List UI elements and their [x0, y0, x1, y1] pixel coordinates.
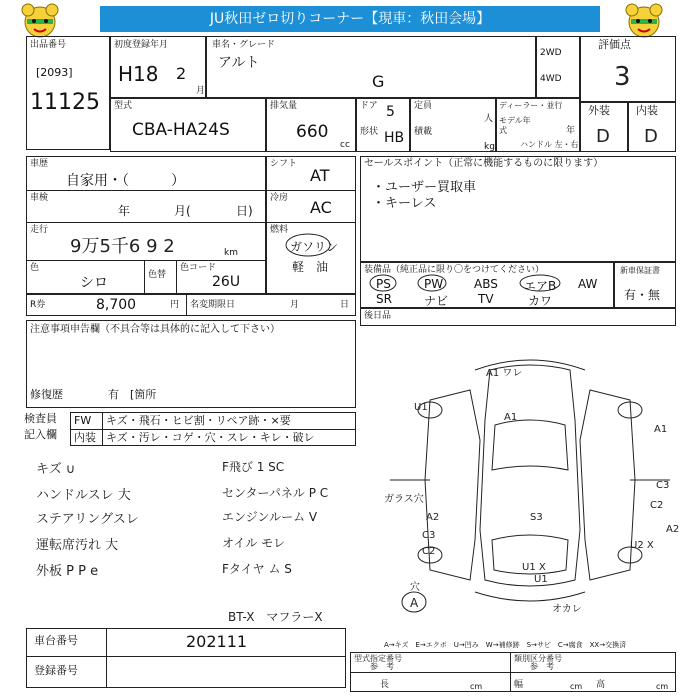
- model-year-unit: 年: [566, 126, 576, 136]
- color-code-label: 色コード: [180, 263, 217, 273]
- inspector-label-1: 検査員: [24, 412, 57, 425]
- diagram-legend: A→キズ E→エクボ U→凹み W→補修跡 S→サビ C→腐食 XX→交換済: [384, 641, 627, 649]
- dim-height: 高: [596, 680, 606, 690]
- diag-mark-17: U1 X: [522, 562, 546, 573]
- diag-mark-3: A1: [654, 424, 668, 435]
- recycle-unit: 円: [170, 300, 180, 310]
- fuel-label: 燃料: [270, 225, 289, 235]
- shaken-year-unit: 年: [118, 204, 131, 218]
- fuel-circle-mark: [284, 232, 332, 258]
- diag-mark-18: A1: [504, 412, 518, 423]
- lot-code: [2093]: [36, 66, 73, 79]
- aircon-value: AC: [310, 198, 332, 217]
- hw-left-5: 外板 P P e: [36, 564, 99, 579]
- load-label: 積載: [414, 127, 433, 137]
- meigi-label: 名変期限日: [190, 300, 236, 310]
- doors-value: 5: [386, 104, 395, 120]
- diag-mark-5: S3: [530, 512, 543, 523]
- banner-title: JU秋田ゼロ切りコーナー【現車：秋田会場】: [100, 6, 600, 32]
- handle-label: ハンドル 左・右: [520, 140, 579, 149]
- hw-right-2: センターパネル P C: [222, 486, 329, 500]
- registration-month: 2: [176, 64, 187, 83]
- car-name: アルト: [218, 55, 260, 71]
- doors-label: ドア: [360, 101, 378, 111]
- equipment-aw: AW: [578, 277, 598, 291]
- equipment-navi: ナビ: [424, 294, 449, 308]
- sales-point-1: ・ユーザー買取車: [372, 180, 477, 195]
- evaluation-label: 評価点: [598, 38, 631, 51]
- drive-4wd: 4WD: [540, 74, 562, 84]
- equipment-label: 装備品（純正品に限り〇をつけてください）: [364, 265, 545, 275]
- registration-label: 初度登録年月: [114, 40, 169, 50]
- ps-circle-mark: [368, 274, 398, 292]
- sales-point-2: ・キーレス: [372, 196, 437, 211]
- evaluation-score: 3: [614, 62, 631, 92]
- mileage-label: 走行: [30, 225, 49, 235]
- diag-mark-4: C3: [656, 480, 670, 491]
- hw-right-1: F飛び 1 SC: [222, 460, 285, 474]
- equipment-ps: PS: [376, 277, 391, 291]
- warranty-value: 有・無: [624, 288, 661, 302]
- registration-number-label: 登録番号: [34, 664, 78, 677]
- diag-mark-12: 穴: [410, 582, 420, 593]
- diag-mark-1: A1 ワレ: [486, 368, 523, 379]
- designation-label: 型式指定番号: [354, 654, 402, 663]
- after-items-label: 後日品: [364, 311, 392, 321]
- recycle-label: R券: [30, 300, 46, 310]
- drive-2wd: 2WD: [540, 48, 562, 58]
- inspector-label-2: 記入欄: [24, 428, 57, 441]
- fuel-kerosene: 軽 油: [292, 260, 329, 274]
- shaken-label: 車検: [30, 193, 49, 203]
- shape-value: HB: [384, 130, 405, 146]
- repair-label: 修復歴: [30, 388, 63, 401]
- designation-ref: 参 考: [370, 662, 394, 671]
- hw-left-3: ステアリングスレ: [36, 512, 139, 527]
- notes-label: 注意事項申告欄（不具合等は具体的に記入して下さい）: [30, 324, 280, 335]
- inspection-row1-text: キズ・飛石・ヒビ割・リペア跡・×要: [106, 414, 291, 427]
- color-value: シロ: [80, 275, 108, 291]
- dim-unit-1: cm: [470, 682, 483, 691]
- diag-mark-7: A2: [666, 524, 680, 535]
- diag-mark-9: A2: [426, 512, 440, 523]
- inspection-row1-tag: FW: [74, 414, 92, 427]
- equipment-abs: ABS: [474, 277, 498, 291]
- lot-number: 11125: [30, 90, 100, 115]
- dealer-label: ディーラー・並行: [499, 101, 563, 110]
- shaken-month-unit: 月(: [174, 204, 191, 218]
- hw-bottom: BT-X マフラーX: [228, 610, 323, 624]
- recycle-value: 8,700: [96, 297, 137, 313]
- diag-mark-15: C3: [422, 530, 436, 541]
- dim-unit-3: cm: [656, 682, 669, 691]
- drive-box: [536, 36, 580, 98]
- repair-value: 有: [108, 388, 119, 401]
- equipment-sr: SR: [376, 292, 392, 306]
- sales-points-label: セールスポイント（正常に機能するものに限ります）: [364, 158, 604, 169]
- registration-month-unit: 月: [196, 86, 206, 96]
- shape-label: 形状: [360, 127, 379, 137]
- equipment-leather: カワ: [528, 294, 553, 308]
- chassis-value: 202111: [186, 632, 248, 651]
- mileage-value: 9万5千6 9 2: [70, 236, 175, 257]
- color-label: 色: [30, 263, 40, 273]
- interior-grade: D: [644, 126, 658, 147]
- diag-mark-2: U1: [414, 402, 428, 413]
- displacement-label: 排気量: [270, 101, 298, 111]
- color-code: 26U: [212, 274, 241, 290]
- meigi-day-unit: 日: [340, 300, 350, 310]
- lot-label: 出品番号: [30, 40, 67, 50]
- after-items-box: [360, 308, 676, 326]
- shift-label: シフト: [270, 159, 298, 169]
- equipment-tv: TV: [478, 292, 494, 306]
- class-ref: 参 考: [530, 662, 554, 671]
- mileage-unit: km: [224, 248, 238, 258]
- exterior-label: 外装: [588, 104, 610, 117]
- diag-mark-14: オカレ: [552, 604, 582, 615]
- meigi-month-unit: 月: [290, 300, 300, 310]
- aircon-label: 冷房: [270, 193, 289, 203]
- diag-mark-10: ガラス穴: [384, 494, 424, 505]
- hw-right-4: オイル モレ: [222, 536, 286, 550]
- airbag-circle-mark: [518, 274, 562, 292]
- car-grade: G: [372, 72, 385, 91]
- diag-mark-6: C2: [650, 500, 664, 511]
- diag-mark-8: U2 X: [630, 540, 654, 551]
- diag-mark-13: A: [410, 596, 419, 610]
- hw-left-4: 運転席汚れ 大: [36, 538, 119, 553]
- inspection-row2-tag: 内装: [74, 431, 96, 444]
- equipment-airbag: エアB: [524, 279, 557, 293]
- dim-unit-2: cm: [570, 682, 583, 691]
- displacement-value: 660: [296, 122, 329, 142]
- hw-right-3: エンジンルーム V: [222, 510, 318, 524]
- history-value: 自家用・（ ）: [66, 173, 185, 189]
- dim-length: 長: [380, 680, 390, 690]
- capacity-label: 定員: [414, 101, 433, 111]
- repair-place: [箇所: [130, 388, 157, 401]
- load-unit: kg: [484, 142, 495, 152]
- car-name-label: 車名・グレード: [212, 40, 276, 50]
- hw-left-2: ハンドルスレ 大: [36, 488, 131, 503]
- diag-mark-16: C2: [422, 546, 436, 557]
- dim-width: 幅: [514, 680, 524, 690]
- mascot-bear-icon-right: [622, 2, 666, 40]
- exterior-grade: D: [596, 126, 610, 147]
- model-label: 型式: [114, 101, 133, 111]
- inspection-row2-text: キズ・汚レ・コゲ・穴・スレ・キレ・破レ: [106, 431, 315, 444]
- chassis-label: 車台番号: [34, 634, 78, 647]
- hw-right-5: Fタイヤ ム S: [222, 562, 292, 576]
- shift-value: AT: [310, 166, 330, 185]
- history-label: 車歴: [30, 159, 49, 169]
- model-year-label: モデル年式: [499, 116, 531, 135]
- capacity-unit: 人: [484, 114, 494, 124]
- displacement-unit: cc: [340, 140, 350, 150]
- fuel-gasoline: ガソリン: [290, 240, 339, 254]
- pw-circle-mark: [416, 274, 448, 292]
- mascot-bear-icon-left: [18, 2, 62, 40]
- model-value: CBA-HA24S: [132, 120, 230, 140]
- diag-circle-mark: [400, 590, 428, 614]
- interior-label: 内装: [636, 104, 658, 117]
- equipment-pw: PW: [424, 277, 444, 291]
- hw-left-1: キズ ∪: [36, 462, 76, 477]
- shaken-day-unit: 日): [236, 204, 253, 218]
- diag-mark-11: U1: [534, 574, 548, 585]
- registration-era-year: H18: [118, 62, 159, 86]
- color-change-label: 色替: [148, 270, 167, 280]
- class-label: 類別区分番号: [514, 654, 562, 663]
- warranty-label: 新車保証書: [620, 266, 660, 275]
